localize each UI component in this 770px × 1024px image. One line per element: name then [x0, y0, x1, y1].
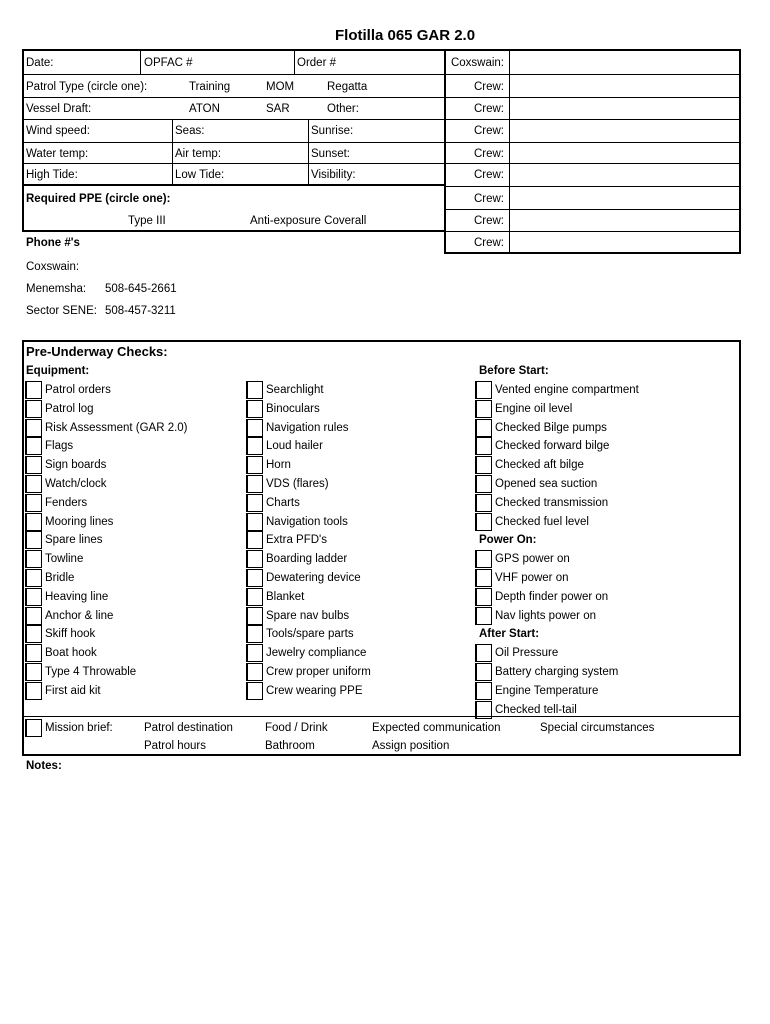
before-start-item-label: Engine oil level: [495, 402, 573, 415]
crew-label: Crew:: [473, 103, 504, 115]
equipment-item-label: Flags: [45, 440, 74, 453]
equipment-item-checkbox[interactable]: [246, 475, 263, 493]
after-start-item-checkbox[interactable]: [475, 663, 492, 681]
patrol-type-other[interactable]: Other:: [327, 103, 359, 115]
equipment-item-label: Loud hailer: [266, 440, 323, 453]
coxswain-field[interactable]: [512, 54, 738, 72]
equipment-item-label: Crew proper uniform: [266, 666, 371, 678]
patrol-type-label: Patrol Type (circle one):: [26, 81, 148, 93]
equipment-item-label: Charts: [266, 496, 300, 509]
equipment-item-checkbox[interactable]: [246, 400, 263, 418]
equipment-heading: Equipment:: [26, 365, 90, 377]
equipment-item-label: Towline: [45, 553, 84, 566]
equipment-item-checkbox[interactable]: [246, 644, 263, 662]
equipment-item-checkbox[interactable]: [25, 625, 42, 643]
checks-heading: Pre-Underway Checks:: [26, 344, 168, 359]
equipment-item-label: Watch/clock: [45, 478, 107, 490]
power-on-item-label: VHF power on: [495, 572, 569, 584]
phones-heading: Phone #'s: [26, 237, 80, 249]
ppe-coverall[interactable]: Anti-exposure Coverall: [250, 215, 367, 227]
patrol-type-mom[interactable]: MOM: [266, 81, 295, 93]
power-on-item-checkbox[interactable]: [475, 550, 492, 568]
patrol-type-sar[interactable]: SAR: [266, 103, 290, 115]
equipment-item-label: Jewelry compliance: [266, 647, 367, 660]
before-start-item-checkbox[interactable]: [475, 437, 492, 455]
power-on-item-checkbox[interactable]: [475, 607, 492, 625]
equipment-item-checkbox[interactable]: [246, 494, 263, 512]
equipment-item-label: Anchor & line: [45, 609, 114, 622]
mission-special-circumstances: Special circumstances: [540, 722, 655, 734]
equipment-item-checkbox[interactable]: [246, 625, 263, 643]
sunrise-label: Sunrise:: [311, 125, 354, 137]
phone-sector-number: 508-457-3211: [105, 305, 176, 317]
equipment-item-label: Extra PFD's: [266, 534, 327, 547]
patrol-type-regatta[interactable]: Regatta: [327, 81, 368, 93]
before-start-item-checkbox[interactable]: [475, 400, 492, 418]
equipment-item-label: VDS (flares): [266, 478, 329, 490]
equipment-item-checkbox[interactable]: [246, 569, 263, 587]
order-label: Order #: [297, 57, 336, 69]
after-start-item-label: Battery charging system: [495, 666, 619, 678]
before-start-item-label: Checked Bilge pumps: [495, 421, 607, 434]
equipment-item-checkbox[interactable]: [246, 381, 263, 399]
equipment-item-label: Spare nav bulbs: [266, 609, 350, 622]
equipment-item-label: Patrol orders: [45, 384, 111, 396]
mission-brief-checkbox[interactable]: [25, 719, 42, 737]
equipment-item-label: Boarding ladder: [266, 553, 348, 566]
before-start-heading: Before Start:: [479, 365, 549, 377]
equipment-item-label: Navigation rules: [266, 421, 349, 434]
equipment-item-label: Fenders: [45, 496, 88, 509]
before-start-item-checkbox[interactable]: [475, 456, 492, 474]
air-temp-label: Air temp:: [175, 148, 222, 160]
water-temp-label: Water temp:: [26, 148, 89, 160]
equipment-item-checkbox[interactable]: [25, 569, 42, 587]
phone-menemsha-label: Menemsha:: [26, 283, 87, 295]
equipment-item-checkbox[interactable]: [25, 456, 42, 474]
before-start-item-label: Checked fuel level: [495, 515, 589, 528]
crew-label: Crew:: [473, 215, 504, 227]
coxswain-label: Coxswain:: [450, 57, 504, 69]
equipment-item-checkbox[interactable]: [25, 588, 42, 606]
after-start-heading: After Start:: [479, 628, 540, 641]
power-on-item-label: Depth finder power on: [495, 590, 609, 603]
notes-label: Notes:: [26, 760, 62, 772]
opfac-label: OPFAC #: [144, 57, 193, 69]
after-start-item-label: Engine Temperature: [495, 684, 599, 697]
form-title: Flotilla 065 GAR 2.0: [335, 27, 476, 44]
equipment-item-label: Heaving line: [45, 590, 109, 603]
equipment-item-label: Boat hook: [45, 647, 97, 660]
equipment-item-label: Tools/spare parts: [266, 628, 354, 641]
equipment-item-label: Crew wearing PPE: [266, 684, 363, 697]
mission-assign-position: Assign position: [372, 740, 450, 752]
equipment-item-checkbox[interactable]: [25, 381, 42, 399]
equipment-item-checkbox[interactable]: [25, 644, 42, 662]
mission-bathroom: Bathroom: [265, 740, 315, 752]
phone-menemsha-number: 508-645-2661: [105, 283, 177, 295]
equipment-item-label: First aid kit: [45, 684, 101, 697]
equipment-item-checkbox[interactable]: [25, 663, 42, 681]
before-start-item-checkbox[interactable]: [475, 475, 492, 493]
header-info-box: [22, 49, 446, 186]
before-start-item-checkbox[interactable]: [475, 381, 492, 399]
equipment-item-checkbox[interactable]: [246, 531, 263, 549]
equipment-item-label: Type 4 Throwable: [45, 666, 137, 678]
equipment-item-checkbox[interactable]: [25, 531, 42, 549]
after-start-item-label: Checked tell-tail: [495, 703, 577, 716]
after-start-item-label: Oil Pressure: [495, 647, 559, 660]
equipment-item-label: Sign boards: [45, 459, 107, 472]
equipment-item-checkbox[interactable]: [25, 607, 42, 625]
equipment-item-label: Navigation tools: [266, 515, 348, 528]
equipment-item-checkbox[interactable]: [246, 437, 263, 455]
power-on-item-checkbox[interactable]: [475, 569, 492, 587]
equipment-item-checkbox[interactable]: [25, 475, 42, 493]
after-start-item-checkbox[interactable]: [475, 682, 492, 700]
power-on-item-label: GPS power on: [495, 553, 570, 566]
equipment-item-checkbox[interactable]: [246, 419, 263, 437]
before-start-item-label: Checked transmission: [495, 496, 609, 509]
before-start-item-checkbox[interactable]: [475, 494, 492, 512]
visibility-label: Visibility:: [311, 169, 356, 181]
crew-label: Crew:: [473, 237, 504, 249]
checks-box: [22, 340, 741, 756]
ppe-type3[interactable]: Type III: [128, 215, 166, 227]
equipment-item-checkbox[interactable]: [25, 513, 42, 531]
before-start-item-checkbox[interactable]: [475, 419, 492, 437]
equipment-item-label: Binoculars: [266, 402, 320, 415]
crew-label: Crew:: [473, 193, 504, 205]
equipment-item-label: Skiff hook: [45, 628, 96, 641]
equipment-item-label: Searchlight: [266, 384, 324, 396]
equipment-item-label: Patrol log: [45, 402, 94, 415]
equipment-item-label: Mooring lines: [45, 515, 114, 528]
after-start-item-checkbox[interactable]: [475, 644, 492, 662]
mission-food-drink: Food / Drink: [265, 722, 328, 734]
mission-patrol-destination: Patrol destination: [144, 722, 233, 734]
high-tide-label: High Tide:: [26, 169, 78, 181]
mission-brief-label: Mission brief:: [45, 722, 113, 734]
equipment-item-checkbox[interactable]: [25, 400, 42, 418]
crew-label: Crew:: [473, 125, 504, 137]
equipment-item-label: Risk Assessment (GAR 2.0): [45, 421, 188, 434]
power-on-heading: Power On:: [479, 534, 537, 547]
sunset-label: Sunset:: [311, 148, 350, 160]
seas-label: Seas:: [175, 125, 205, 137]
before-start-item-checkbox[interactable]: [475, 513, 492, 531]
equipment-item-label: Blanket: [266, 590, 305, 603]
wind-speed-label: Wind speed:: [26, 125, 90, 137]
phone-sector-label: Sector SENE:: [26, 305, 97, 317]
equipment-item-checkbox[interactable]: [25, 682, 42, 700]
equipment-item-label: Dewatering device: [266, 572, 361, 584]
mission-patrol-hours: Patrol hours: [144, 740, 207, 752]
equipment-item-label: Spare lines: [45, 534, 103, 547]
patrol-type-aton[interactable]: ATON: [189, 103, 220, 115]
before-start-item-label: Vented engine compartment: [495, 384, 639, 396]
equipment-item-checkbox[interactable]: [246, 550, 263, 568]
ppe-heading: Required PPE (circle one):: [26, 193, 171, 205]
before-start-item-label: Checked aft bilge: [495, 459, 584, 472]
power-on-item-checkbox[interactable]: [475, 588, 492, 606]
crew-label: Crew:: [473, 81, 504, 93]
crew-label: Crew:: [473, 169, 504, 181]
phone-coxswain-label: Coxswain:: [26, 261, 80, 273]
equipment-item-checkbox[interactable]: [25, 437, 42, 455]
equipment-item-checkbox[interactable]: [246, 607, 263, 625]
equipment-item-label: Bridle: [45, 572, 75, 584]
equipment-item-checkbox[interactable]: [246, 513, 263, 531]
equipment-item-checkbox[interactable]: [246, 663, 263, 681]
vessel-draft-label: Vessel Draft:: [26, 103, 92, 115]
equipment-item-checkbox[interactable]: [25, 550, 42, 568]
equipment-item-label: Horn: [266, 459, 291, 472]
equipment-item-checkbox[interactable]: [246, 456, 263, 474]
before-start-item-label: Opened sea suction: [495, 478, 598, 490]
equipment-item-checkbox[interactable]: [246, 682, 263, 700]
low-tide-label: Low Tide:: [175, 169, 225, 181]
power-on-item-label: Nav lights power on: [495, 609, 596, 622]
date-label: Date:: [26, 57, 54, 69]
equipment-item-checkbox[interactable]: [25, 494, 42, 512]
before-start-item-label: Checked forward bilge: [495, 440, 610, 453]
patrol-type-training[interactable]: Training: [189, 81, 231, 93]
equipment-item-checkbox[interactable]: [25, 419, 42, 437]
mission-expected-communication: Expected communication: [372, 722, 501, 734]
equipment-item-checkbox[interactable]: [246, 588, 263, 606]
crew-label: Crew:: [473, 148, 504, 160]
